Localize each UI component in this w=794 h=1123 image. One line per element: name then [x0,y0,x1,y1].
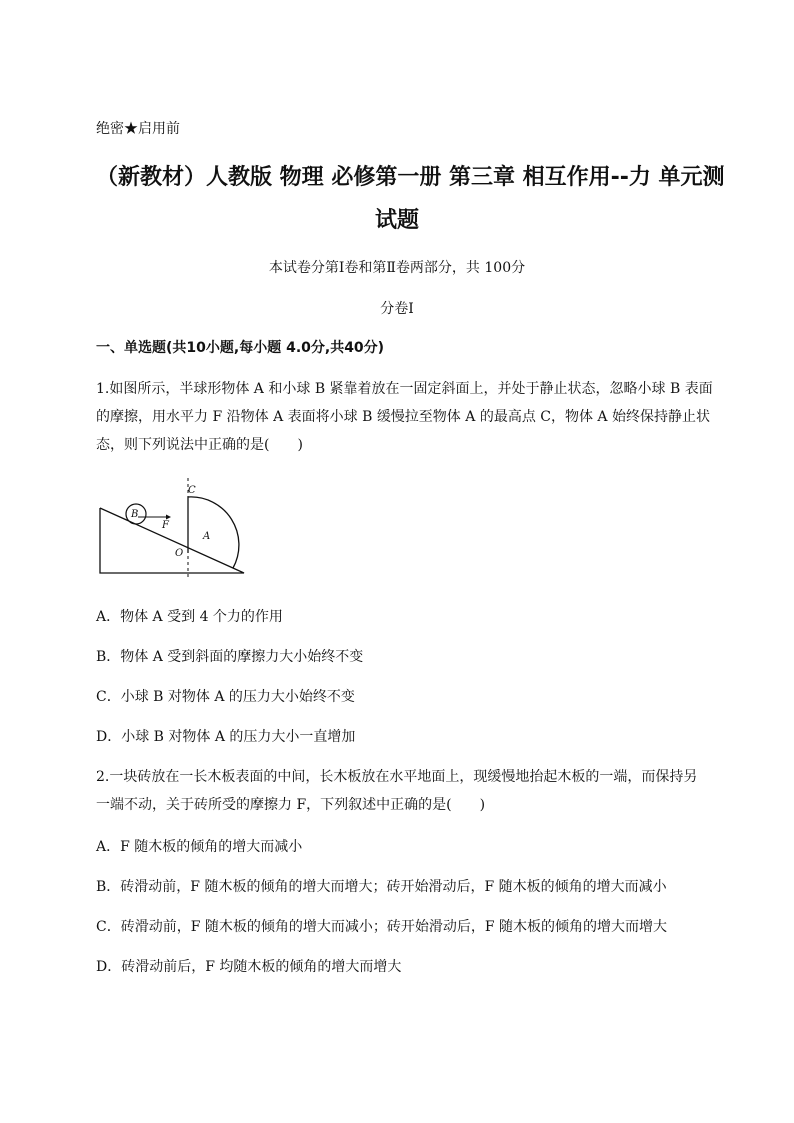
label-f: F [162,520,169,531]
exam-subtitle: 本试卷分第Ⅰ卷和第Ⅱ卷两部分，共 100分 [268,260,526,276]
hemisphere-a [188,497,239,568]
question-2-option-c: C．砖滑动前，F 随木板的倾角的增大而减小；砖开始滑动后，F 随木板的倾角的增大而增大 [96,919,668,935]
question-1-option-d: D．小球 B 对物体 A 的压力大小一直增加 [96,729,356,745]
question-2-line-1: 2.一块砖放在一长木板表面的中间，长木板放在水平地面上，现缓慢地抬起木板的一端，而保持另 [96,769,698,785]
question-2-option-d: D．砖滑动前后，F 均随木板的倾角的增大而增大 [96,959,402,975]
question-2-line-2: 一端不动，关于砖所受的摩擦力 F，下列叙述中正确的是( ) [96,797,486,813]
exam-title-line-1: （新教材）人教版 物理 必修第一册 第三章 相互作用--力 单元测 [96,165,725,190]
question-2-option-b: B．砖滑动前，F 随木板的倾角的增大而增大；砖开始滑动后，F 随木板的倾角的增大而减小 [96,879,667,895]
question-1-line-1: 1.如图所示，半球形物体 A 和小球 B 紧靠着放在一固定斜面上，并处于静止状态，忽略小球 B 表面 [96,381,713,397]
question-2-option-a: A．F 随木板的倾角的增大而减小 [96,839,303,855]
incline-surface [100,508,244,573]
label-b: B [131,509,139,520]
section-heading: 一、单选题(共10小题,每小题 4.0分,共40分) [96,340,385,356]
question-1-line-2: 的摩擦，用水平力 F 沿物体 A 表面将小球 B 缓慢拉至物体 A 的最高点 C，物体 A 始终保持静止状 [96,409,710,425]
label-c: C [188,485,196,496]
question-1-line-3: 态，则下列说法中正确的是( ) [96,437,303,453]
question-1-option-a: A．物体 A 受到 4 个力的作用 [96,609,283,625]
question-1-option-b: B．物体 A 受到斜面的摩擦力大小始终不变 [96,649,364,665]
label-a: A [203,531,211,542]
question-1-option-c: C．小球 B 对物体 A 的压力大小始终不变 [96,689,355,705]
label-o: O [175,548,184,559]
confidential-label: 绝密★启用前 [96,121,180,137]
exam-title-line-2: 试题 [374,208,419,233]
question-1-figure [96,470,248,580]
part-label: 分卷Ⅰ [380,301,414,317]
force-f-arrowhead [166,515,171,520]
